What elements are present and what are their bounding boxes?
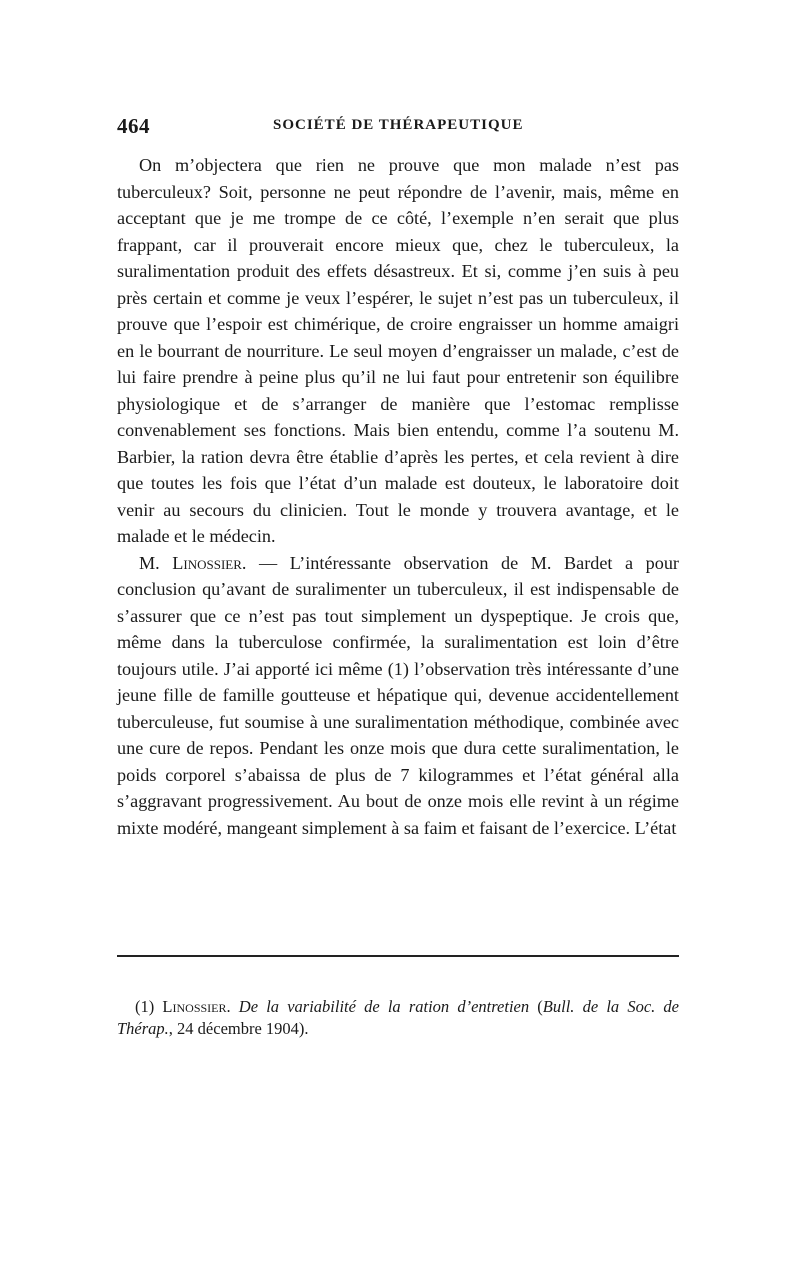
footnote-ref-open: ( [529,997,543,1016]
paragraph-text: — L’intéressante observation de M. Bardet a pour conclusion qu’avant de suralimenter un tuberculeux, il est indispensable de s’assurer que ce n’est pas tout simplement un dyspeptique. Je crois que, même dans la tuberculose confirmée, la suralimentation est loin d’être toujours utile. J’ai apporté ici même (1) l’observation très intéressante d’une jeune fille de famille goutteuse et hépatique qui, devenue accidentellement tuberculeuse, fut soumise à une suralimentation méthodique, combinée avec une cure de repos. Pendant les onze mois que dura cette suralimentation, le poids corporel s’abaissa de plus de 7 kilogrammes et l’état général alla s’aggravant progressivement. Au bout de onze mois elle revint à un régime mixte modéré, mangeant simplement à sa faim et faisant de l’exercice. L’état [117,552,679,838]
footnote [117,996,679,1040]
paragraph-text: On m’objectera que rien ne prouve que mon malade n’est pas tuberculeux? Soit, personne ne peut répondre de l’avenir, mais, même en acceptant que je me trompe de ce côté, l’exemple n’en serait que plus frappant, car il prouverait encore mieux que, chez le tuberculeux, la suralimentation produit des effets désastreux. Et si, comme j’en suis à peu près certain et comme je veux l’espérer, le sujet n’est pas un tuberculeux, il prouve que l’espoir est chimérique, de croire engraisser un homme amaigri en le bourrant de nourriture. Le seul moyen d’engraisser un malade, c’est de lui faire prendre à peine plus qu’il ne lui faut pour entretenir son équilibre physiologique et de s’arranger de manière que l’estomac remplisse convenablement ses fonctions. Mais bien entendu, comme l’a soutenu M. Barbier, la ration devra être établie d’après les pertes, et cela revient à dire que toutes les fois que l’état d’un malade est douteux, le laboratoire doit venir au secours du clinicien. Tout le monde y trouvera avantage, et le malade et le médecin. [117,155,679,546]
paragraph-linossier [117,550,679,842]
page-number: 464 [117,114,150,138]
running-head: SOCIÉTÉ DE THÉRAPEUTIQUE [273,117,524,133]
page-header [117,114,677,142]
speaker-name: M. Linossier. [139,552,247,573]
paragraph-bardet [117,152,679,550]
footnote-date: , 24 décembre 1904). [168,1019,309,1038]
body-text [117,152,679,841]
footnote-journal: Bull. de la Soc. de Thérap. [117,997,680,1038]
footnote-rule [117,955,679,957]
footnote-author: Linossier. [162,997,231,1016]
footnote-title: De la variabilité de la ration d’entretien [238,997,530,1016]
footnote-marker: (1) [135,997,163,1016]
